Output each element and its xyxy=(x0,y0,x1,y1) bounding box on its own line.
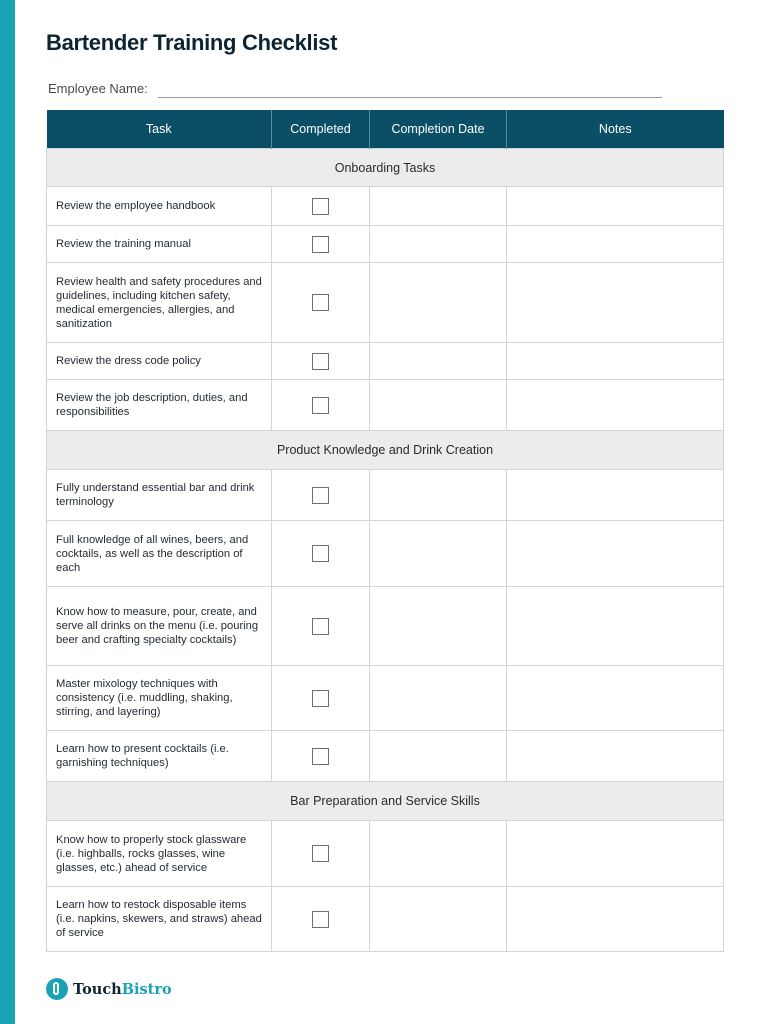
completion-date-cell[interactable] xyxy=(370,263,507,343)
notes-cell[interactable] xyxy=(507,521,724,587)
touchbistro-logo xyxy=(46,977,172,1001)
logo-text-bistro: Bistro xyxy=(121,980,172,998)
task-row xyxy=(47,887,724,952)
task-row xyxy=(47,380,724,431)
section-row xyxy=(47,782,724,821)
notes-cell[interactable] xyxy=(507,587,724,666)
completion-date-cell[interactable] xyxy=(370,226,507,263)
task-text: Review the dress code policy xyxy=(47,343,272,380)
notes-cell[interactable] xyxy=(507,187,724,226)
notes-cell[interactable] xyxy=(507,380,724,431)
completed-checkbox[interactable] xyxy=(312,294,329,311)
task-text: Master mixology techniques with consistency (i.e. muddling, shaking, stirring, and layering) xyxy=(47,666,272,731)
task-row xyxy=(47,587,724,666)
column-header-completed: Completed xyxy=(272,110,370,149)
completed-checkbox[interactable] xyxy=(312,487,329,504)
completed-checkbox[interactable] xyxy=(312,198,329,215)
notes-cell[interactable] xyxy=(507,343,724,380)
completion-date-cell[interactable] xyxy=(370,821,507,887)
notes-cell[interactable] xyxy=(507,666,724,731)
completed-checkbox[interactable] xyxy=(312,353,329,370)
task-text: Learn how to restock disposable items (i.e. napkins, skewers, and straws) ahead of service xyxy=(47,887,272,952)
completion-date-cell[interactable] xyxy=(370,587,507,666)
completion-date-cell[interactable] xyxy=(370,343,507,380)
completion-date-cell[interactable] xyxy=(370,666,507,731)
column-header-notes: Notes xyxy=(507,110,724,149)
task-text: Full knowledge of all wines, beers, and cocktails, as well as the description of each xyxy=(47,521,272,587)
employee-name-field[interactable] xyxy=(158,97,662,98)
employee-name-row xyxy=(48,80,662,98)
section-title: Product Knowledge and Drink Creation xyxy=(47,431,724,470)
completion-date-cell[interactable] xyxy=(370,470,507,521)
notes-cell[interactable] xyxy=(507,226,724,263)
completed-checkbox[interactable] xyxy=(312,690,329,707)
task-text: Review health and safety procedures and guidelines, including kitchen safety, medical emergencies, allergies, and sanitization xyxy=(47,263,272,343)
task-text: Review the job description, duties, and responsibilities xyxy=(47,380,272,431)
task-text: Know how to properly stock glassware (i.e. highballs, rocks glasses, wine glasses, etc.) ahead of service xyxy=(47,821,272,887)
notes-cell[interactable] xyxy=(507,731,724,782)
completed-checkbox[interactable] xyxy=(312,397,329,414)
logo-text-touch: Touch xyxy=(73,980,122,998)
task-row xyxy=(47,521,724,587)
side-accent-bar xyxy=(0,0,15,1024)
task-row xyxy=(47,731,724,782)
completed-checkbox[interactable] xyxy=(312,545,329,562)
section-title: Onboarding Tasks xyxy=(47,149,724,187)
task-row xyxy=(47,821,724,887)
task-row xyxy=(47,226,724,263)
column-header-task: Task xyxy=(47,110,272,149)
task-row xyxy=(47,263,724,343)
completed-checkbox[interactable] xyxy=(312,748,329,765)
header-row xyxy=(47,110,724,149)
notes-cell[interactable] xyxy=(507,470,724,521)
employee-name-label: Employee Name: xyxy=(48,81,148,96)
notes-cell[interactable] xyxy=(507,821,724,887)
completion-date-cell[interactable] xyxy=(370,731,507,782)
completion-date-cell[interactable] xyxy=(370,187,507,226)
notes-cell[interactable] xyxy=(507,887,724,952)
completed-checkbox[interactable] xyxy=(312,236,329,253)
completion-date-cell[interactable] xyxy=(370,521,507,587)
completion-date-cell[interactable] xyxy=(370,380,507,431)
task-row xyxy=(47,187,724,226)
task-text: Know how to measure, pour, create, and serve all drinks on the menu (i.e. pouring beer and crafting specialty cocktails) xyxy=(47,587,272,666)
task-text: Fully understand essential bar and drink terminology xyxy=(47,470,272,521)
notes-cell[interactable] xyxy=(507,263,724,343)
task-text: Review the training manual xyxy=(47,226,272,263)
task-text: Learn how to present cocktails (i.e. garnishing techniques) xyxy=(47,731,272,782)
section-row xyxy=(47,149,724,187)
task-row xyxy=(47,470,724,521)
column-header-completion-date: Completion Date xyxy=(370,110,507,149)
checklist-table xyxy=(46,110,724,952)
section-title: Bar Preparation and Service Skills xyxy=(47,782,724,821)
completed-checkbox[interactable] xyxy=(312,618,329,635)
completion-date-cell[interactable] xyxy=(370,887,507,952)
completed-checkbox[interactable] xyxy=(312,845,329,862)
page-title: Bartender Training Checklist xyxy=(46,30,338,55)
task-row xyxy=(47,343,724,380)
task-text: Review the employee handbook xyxy=(47,187,272,226)
completed-checkbox[interactable] xyxy=(312,911,329,928)
touchbistro-logo-icon xyxy=(46,978,68,1000)
logo-wordmark xyxy=(73,981,172,998)
task-row xyxy=(47,666,724,731)
section-row xyxy=(47,431,724,470)
